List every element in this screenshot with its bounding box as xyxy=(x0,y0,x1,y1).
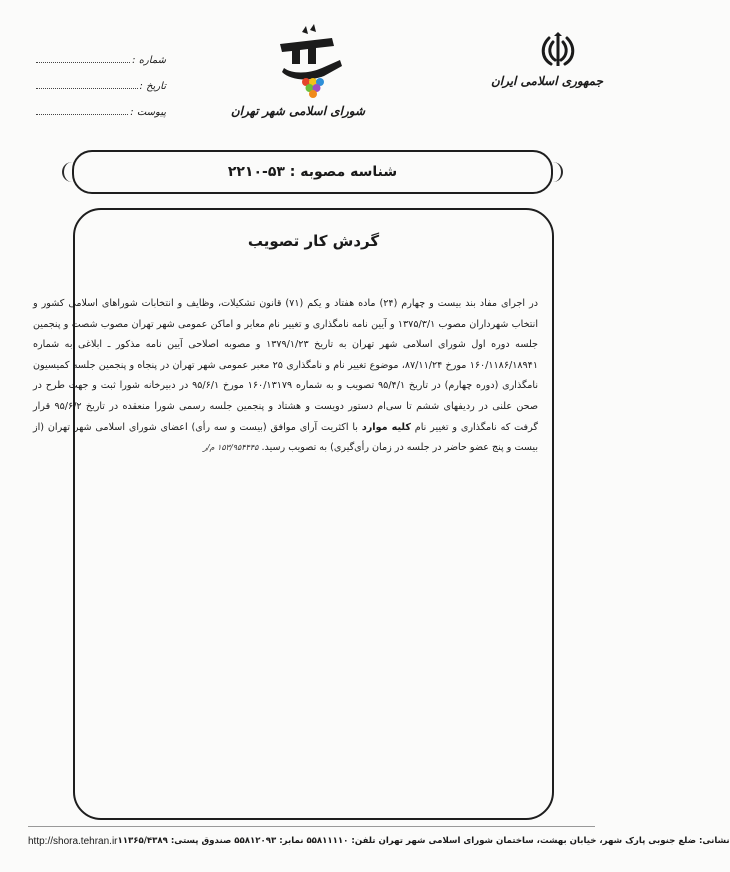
footer-address: نشانی: ضلع جنوبی پارک شهر، خیابان بهشت، ساختمان شورای اسلامی شهر تهران تلفن: ۵۵۸۱۱۱۱۰ نمابر: ۵۵۸۱۲۰۹۳ صندوق پستی: ۱۱۳۶۵/۴۳۸۹ xyxy=(117,836,730,846)
meta-number-label: شماره : xyxy=(132,55,166,66)
government-header xyxy=(490,30,603,88)
meta-attachment-line xyxy=(36,114,128,115)
body-title: گردش کار تصویب xyxy=(247,232,380,250)
meta-date-row xyxy=(36,66,166,92)
body-paragraph-part1: در اجرای مفاد بند بیست و چهارم (۲۴) ماده هفتاد و یکم (۷۱) قانون تشکیلات، وظایف و انتخابات شوراهای اسلامی کشور و انتخاب شهرداران مصوب ۱۳۷۵/۳/۱ و آیین نامه نامگذاری و تغییر نام معابر و اماکن عمومی شهر تهران مصوب شصت و پنجمین جلسه دوره اول شورای اسلامی شهر تهران به تاریخ ۱۳۷۹/۱/۲۳ و مصوبه اصلاحی آیین نامه مذکور ـ ابلاغی به شماره ۱۶۰/۱۱۸۶/۱۸۹۴۱ مورخ ۸۷/۱۱/۲۴، موضوع تغییر نام و نامگذاری ۲۵ معبر عمومی شهر تهران در پنجاه و پنجمین جلسه کمیسیون نامگذاری (دوره چهارم) در تاریخ ۹۵/۴/۱ تصویب و به شماره ۱۶۰/۱۳۱۷۹ مورخ ۹۵/۶/۱ در دبیرخانه شورا ثبت و جهت طرح در صحن علنی در ردیفهای ششم تا سی‌ام دستور دویست و هشتاد و پنجمین جلسه رسمی شورا منعقده در تاریخ ۹۵/۶/۲ قرار گرفت که نامگذاری و تغییر نام xyxy=(33,298,539,433)
iran-emblem-icon xyxy=(537,30,579,72)
council-logo-icon xyxy=(262,24,358,102)
approval-body-box xyxy=(33,208,554,820)
handwritten-note: ۱۵۳/۹۵۴۴۴۵ م/ر xyxy=(203,443,259,453)
body-paragraph-bold: کلیه موارد xyxy=(361,421,411,433)
meta-number-row xyxy=(36,40,166,66)
approval-id: شناسه مصوبه : ۵۳-۲۲۱۰ xyxy=(227,164,398,180)
meta-attachment-row xyxy=(36,92,166,118)
meta-number-line xyxy=(36,62,130,63)
approval-id-box xyxy=(72,150,553,194)
meta-attachment-label: پیوست : xyxy=(130,107,166,118)
meta-date-line xyxy=(36,88,138,89)
council-name: شورای اسلامی شهر تهران xyxy=(230,104,365,118)
letter-meta xyxy=(36,40,166,118)
body-paragraph xyxy=(33,294,538,459)
council-header xyxy=(230,24,365,118)
footer-website-link[interactable]: http://shora.tehran.ir xyxy=(28,835,118,847)
government-name: جمهوری اسلامی ایران xyxy=(490,74,603,88)
footer-divider xyxy=(28,826,595,827)
footer xyxy=(28,833,730,849)
body-paragraph-part2: با اکثریت آرای موافق (بیست و سه رأی) اعضای شورای اسلامی شهر تهران (از بیست و پنج عضو حاضر در جلسه در زمان رأی‌گیری) به تصویب رسید. xyxy=(33,421,538,454)
meta-date-label: تاریخ : xyxy=(139,81,166,92)
